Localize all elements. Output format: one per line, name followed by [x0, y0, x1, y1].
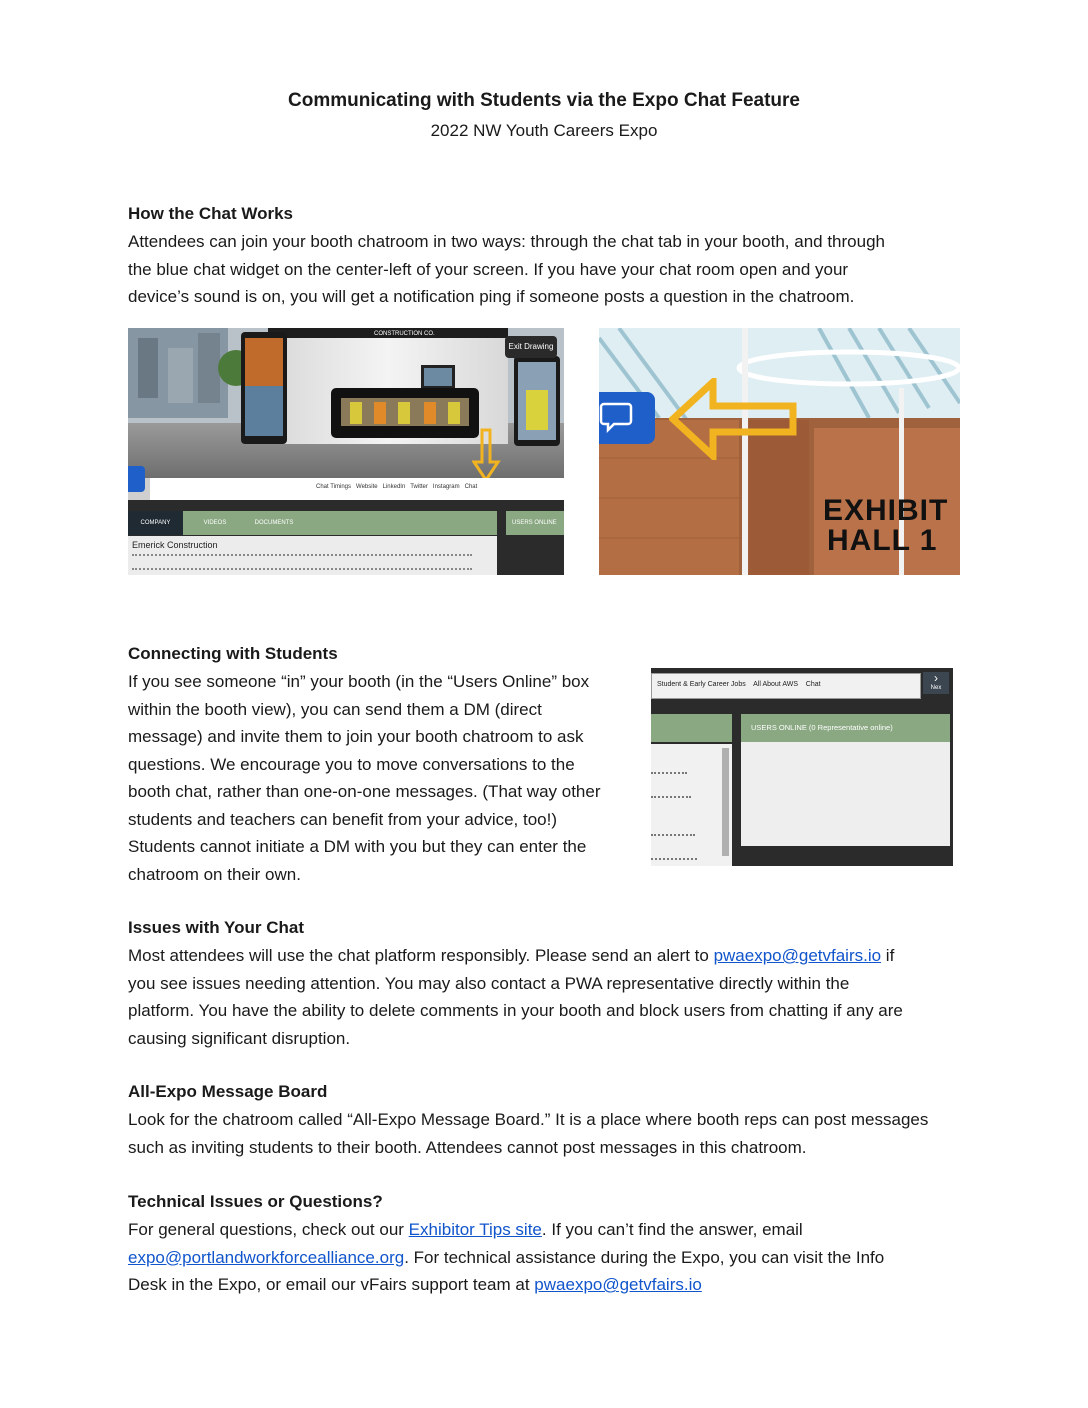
text-span: Desk in the Expo, or email our vFairs support team at	[128, 1275, 535, 1294]
booth-banner-text: CONSTRUCTION CO.	[374, 331, 435, 337]
down-arrow-icon	[472, 428, 502, 483]
exhibit-hall-screenshot	[599, 328, 960, 575]
exhibit-sign-line1: EXHIBIT	[823, 494, 949, 527]
section-heading-how-chat-works: How the Chat Works	[128, 204, 293, 223]
tab-company[interactable]: COMPANY	[128, 511, 183, 535]
paragraph-line: Attendees can join your booth chatroom in two ways: through the chat tab in your booth, and through	[128, 232, 885, 251]
booth-view-screenshot	[128, 328, 564, 575]
left-panel-header	[651, 714, 732, 742]
paragraph-line	[128, 942, 903, 970]
chat-widget-button[interactable]	[599, 392, 655, 444]
paragraph-line: you see issues needing attention. You may also contact a PWA representative directly within the	[128, 973, 850, 993]
text-span: Most attendees will use the chat platform responsibly. Please send an alert to	[128, 946, 714, 965]
email-link-pwa-alliance[interactable]: expo@portlandworkforcealliance.org	[128, 1247, 405, 1267]
text-span: . For technical assistance during the Expo, you can visit the Info	[404, 1247, 885, 1267]
company-name: Emerick Construction	[132, 540, 218, 550]
paragraph-line: students and teachers can benefit from your advice, too!)	[128, 809, 558, 829]
section-heading-issues: Issues with Your Chat	[128, 918, 305, 937]
section-heading-message-board: All-Expo Message Board	[128, 1082, 328, 1101]
document-title: Communicating with Students via the Expo Chat Feature	[288, 90, 800, 111]
text-span: if	[881, 946, 895, 965]
paragraph-line	[128, 1216, 884, 1244]
section-heading-connecting: Connecting with Students	[128, 644, 338, 663]
link-website[interactable]: Website	[356, 484, 378, 490]
section-body-message-board	[128, 1106, 928, 1161]
users-online-list	[741, 742, 950, 846]
section-body-issues	[128, 942, 903, 1052]
link-chat[interactable]: Chat	[464, 484, 478, 490]
tab-videos[interactable]: VIDEOS	[203, 520, 227, 526]
link-linkedin[interactable]: LinkedIn	[382, 484, 406, 490]
tab-chat[interactable]: Chat	[805, 681, 821, 688]
email-link-pwaexpo[interactable]: pwaexpo@getvfairs.io	[713, 946, 882, 965]
exhibitor-tips-link[interactable]: Exhibitor Tips site	[408, 1220, 542, 1239]
chat-widget-icon[interactable]	[128, 466, 145, 492]
chevron-right-icon: ›	[934, 671, 938, 685]
text-span: . If you can’t find the answer, email	[541, 1220, 803, 1239]
chat-bubble-icon	[599, 392, 655, 444]
paragraph-line: questions. We encourage you to move conversations to the	[128, 754, 575, 774]
left-panel-content	[651, 744, 732, 866]
email-link-vfairs-support[interactable]: pwaexpo@getvfairs.io	[534, 1275, 702, 1294]
paragraph-line: within the booth view), you can send them a DM (direct	[128, 699, 542, 719]
section-body-connecting	[128, 668, 601, 888]
left-arrow-icon	[669, 378, 799, 460]
paragraph-line: Students cannot initiate a DM with you but they can enter the	[128, 837, 587, 856]
paragraph-line: the blue chat widget on the center-left of your screen. If you have your chat room open and your	[128, 259, 849, 279]
section-body-technical	[128, 1216, 884, 1299]
booth-links	[316, 484, 477, 490]
section-body-how-chat-works	[128, 228, 885, 311]
link-instagram[interactable]: Instagram	[432, 484, 460, 490]
link-twitter[interactable]: Twitter	[410, 484, 428, 490]
paragraph-line: chatroom on their own.	[128, 864, 301, 884]
paragraph-line: If you see someone “in” your booth (in the “Users Online” box	[128, 672, 590, 691]
paragraph-line: platform. You have the ability to delete comments in your booth and block users from chatting if any are	[128, 1001, 903, 1020]
users-online-header: USERS ONLINE	[506, 511, 564, 535]
tab-links	[657, 681, 821, 688]
paragraph-line: message) and invite them to join your booth chatroom to ask	[128, 727, 584, 746]
tab-documents[interactable]: DOCUMENTS	[254, 520, 294, 526]
scrollbar[interactable]	[722, 748, 729, 856]
document-subtitle: 2022 NW Youth Careers Expo	[430, 121, 658, 140]
paragraph-line	[128, 1271, 884, 1299]
tab-student-jobs[interactable]: Student & Early Career Jobs	[657, 681, 746, 688]
exhibit-sign-line2: HALL 1	[827, 524, 938, 557]
text-span: For general questions, check out our	[128, 1220, 409, 1239]
link-chat-timings[interactable]: Chat Timings	[316, 484, 352, 490]
tab-all-about-aws[interactable]: All About AWS	[753, 681, 798, 688]
next-label: Nex	[930, 685, 942, 691]
paragraph-line: device’s sound is on, you will get a notification ping if someone posts a question in the chatroom.	[128, 287, 855, 306]
users-online-panel-header: USERS ONLINE (0 Representative online)	[741, 714, 950, 742]
paragraph-line: Look for the chatroom called “All-Expo Message Board.” It is a place where booth reps can post messages	[128, 1110, 929, 1129]
paragraph-line: causing significant disruption.	[128, 1028, 351, 1048]
users-online-screenshot	[651, 668, 953, 866]
exit-drawing-button[interactable]: Exit Drawing	[505, 336, 557, 358]
company-description-lines	[132, 554, 472, 570]
next-button[interactable]	[923, 672, 949, 694]
paragraph-line	[128, 1244, 884, 1272]
paragraph-line: booth chat, rather than one-on-one messages. (That way other	[128, 782, 601, 801]
section-heading-technical: Technical Issues or Questions?	[128, 1192, 383, 1211]
paragraph-line: such as inviting students to their booth. Attendees cannot post messages in this chatroom.	[128, 1137, 807, 1157]
